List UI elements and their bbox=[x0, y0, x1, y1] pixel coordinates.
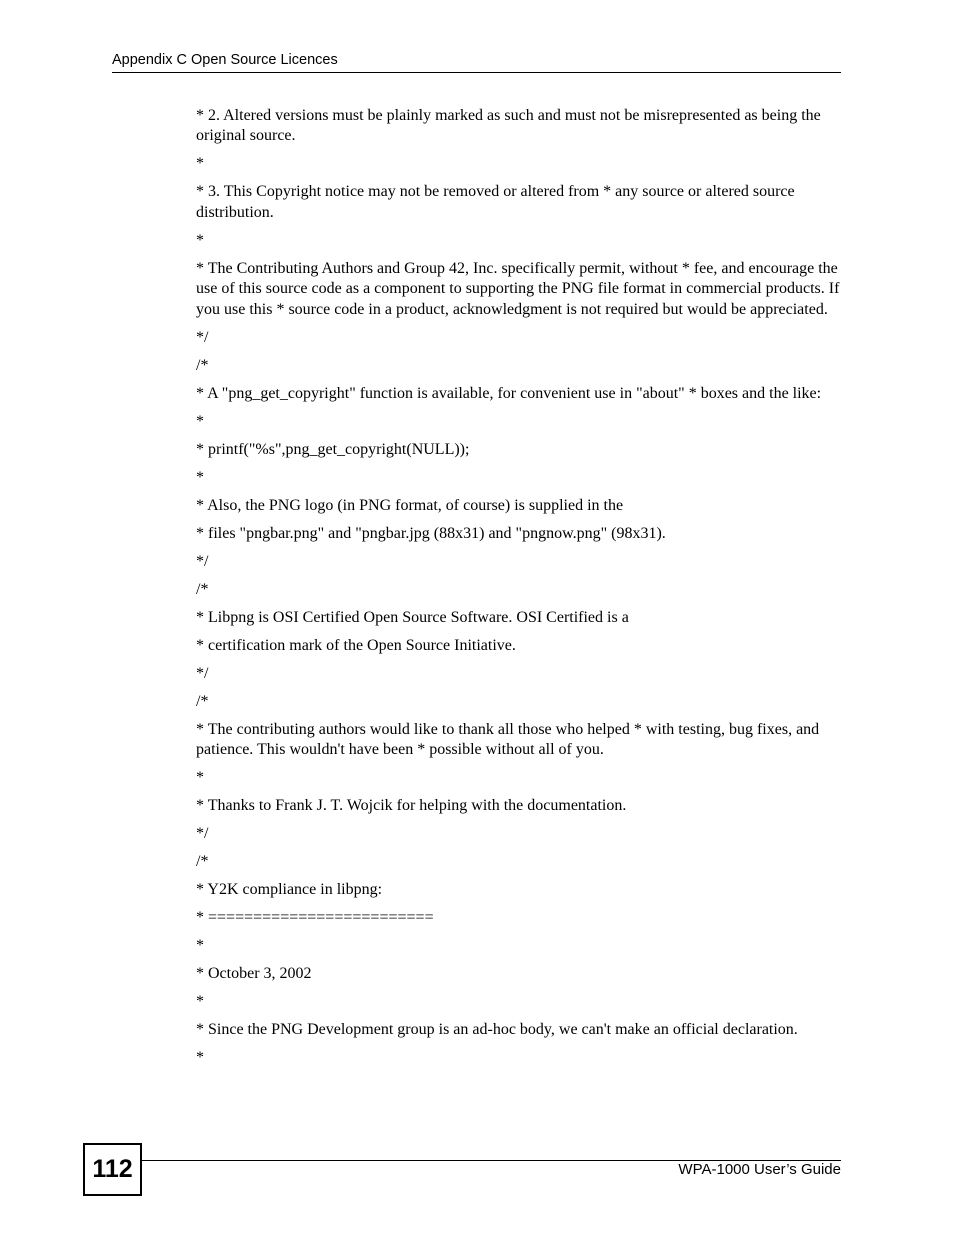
license-paragraph: * bbox=[196, 993, 204, 1011]
license-paragraph: * 2. Altered versions must be plainly marked as such and must not be misrepresented as being the original source. bbox=[196, 107, 821, 145]
header-title: Appendix C Open Source Licences bbox=[112, 52, 338, 68]
license-paragraph: * bbox=[196, 231, 204, 249]
license-paragraph: /* bbox=[196, 692, 209, 710]
license-paragraph: * Libpng is OSI Certified Open Source Software. OSI Certified is a bbox=[196, 608, 629, 626]
license-paragraph: * The Contributing Authors and Group 42, Inc. specifically permit, without * fee, and encourage the use of this source code as a component to supporting the PNG file format in commercial products. If you use this * source code in a product, acknowledgment is not required but would be appreciated. bbox=[196, 259, 840, 318]
license-paragraph: * Since the PNG Development group is an ad-hoc body, we can't make an official declaration. bbox=[196, 1021, 798, 1039]
license-paragraph: */ bbox=[196, 552, 209, 570]
license-paragraph: * Thanks to Frank J. T. Wojcik for helping with the documentation. bbox=[196, 797, 627, 815]
license-paragraph: * bbox=[196, 937, 204, 955]
page-number: 112 bbox=[83, 1143, 142, 1196]
license-paragraph: * bbox=[196, 769, 204, 787]
license-paragraph: * 3. This Copyright notice may not be removed or altered from * any source or altered source distribution. bbox=[196, 183, 795, 221]
license-paragraph: * Also, the PNG logo (in PNG format, of course) is supplied in the bbox=[196, 496, 624, 514]
license-paragraph: */ bbox=[196, 664, 209, 682]
license-paragraph: * Y2K compliance in libpng: bbox=[196, 881, 383, 899]
license-paragraph: * bbox=[196, 155, 204, 173]
license-paragraph: /* bbox=[196, 356, 209, 374]
license-paragraph: * The contributing authors would like to thank all those who helped * with testing, bug fixes, and patience. This wouldn't have been * possible without all of you. bbox=[196, 720, 820, 759]
license-paragraph: /* bbox=[196, 580, 209, 598]
license-paragraph: /* bbox=[196, 853, 209, 871]
license-paragraph: */ bbox=[196, 328, 209, 346]
license-paragraph: * A "png_get_copyright" function is available, for convenient use in "about" * boxes and the like: bbox=[196, 384, 822, 402]
license-paragraph: */ bbox=[196, 825, 209, 843]
license-paragraph: * files "pngbar.png" and "pngbar.jpg (88x31) and "pngnow.png" (98x31). bbox=[196, 524, 666, 542]
license-text bbox=[196, 106, 842, 1076]
license-paragraph: * printf("%s",png_get_copyright(NULL)); bbox=[196, 440, 470, 458]
license-paragraph: * ========================= bbox=[196, 909, 434, 927]
license-paragraph: * bbox=[196, 1049, 204, 1067]
license-paragraph: * October 3, 2002 bbox=[196, 965, 312, 983]
license-paragraph: * bbox=[196, 412, 204, 430]
page-header bbox=[112, 50, 841, 73]
footer-guide-title: WPA-1000 User’s Guide bbox=[678, 1161, 841, 1178]
license-paragraph: * certification mark of the Open Source Initiative. bbox=[196, 636, 516, 654]
license-paragraph: * bbox=[196, 468, 204, 486]
